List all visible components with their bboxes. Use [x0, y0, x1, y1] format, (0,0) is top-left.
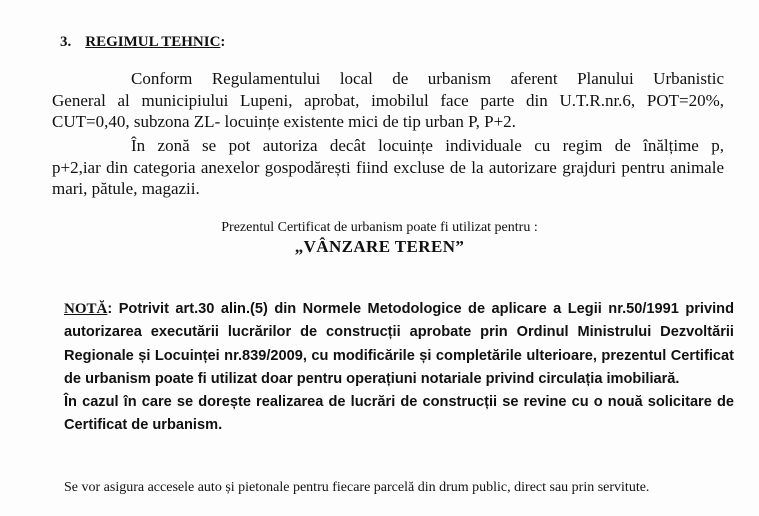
usage-value: „VÂNZARE TEREN”: [294, 237, 465, 256]
note-paragraph-2: În cazul în care se dorește realizarea de lucrări de construcții se revine cu o nouă solicitare de Certificat de urbanism.: [64, 394, 734, 434]
section-heading: [60, 34, 225, 51]
note-paragraph-1: [64, 298, 734, 391]
paragraph-urbanism-regulation: [52, 68, 724, 133]
paragraph-body: General al municipiului Lupeni, aprobat, imobilul face parte din U.T.R.nr.6, POT=20%, CUT=0,40, subzona ZL- locuințe existente mici de tip urban P, P+2.: [52, 90, 724, 131]
note-text-1: Potrivit art.30 alin.(5) din Normele Metodologice de aplicare a Legii nr.50/1991 privind autorizarea executării lucrărilor de construcții aprobate prin Ordinul Ministrului Dezvoltării Regionale și Locuinței nr.839/2009, cu modificările și completările ulterioare, prezentul Certificat de urbanism poate fi utilizat doar pentru operațiuni notariale privind circulația imobiliară.: [64, 301, 734, 387]
section-title: REGIMUL TEHNIC: [85, 34, 221, 50]
note-label-colon: :: [107, 301, 113, 317]
access-requirement-text: Se vor asigura accesele auto și pietonale pentru fiecare parcelă din drum public, direct sau prin servitute.: [64, 480, 650, 495]
note-block: [64, 298, 734, 438]
usage-intro: Prezentul Certificat de urbanism poate fi utilizat pentru :: [221, 220, 538, 235]
paragraph-first-line: Conform Regulamentului local de urbanism aferent Planului Urbanistic: [131, 69, 724, 88]
paragraph-first-line: În zonă se pot autoriza decât locuințe individuale cu regim de înălțime p,: [131, 136, 724, 155]
section-title-colon: :: [220, 34, 226, 50]
paragraph-zone-restrictions: [52, 135, 724, 200]
section-number: 3.: [60, 34, 72, 50]
note-label: NOTĂ: [64, 301, 108, 317]
paragraph-body: p+2,iar din categoria anexelor gospodărești fiind excluse de la autorizare grajduri pentru animale mari, pătule, magazii.: [52, 157, 724, 198]
